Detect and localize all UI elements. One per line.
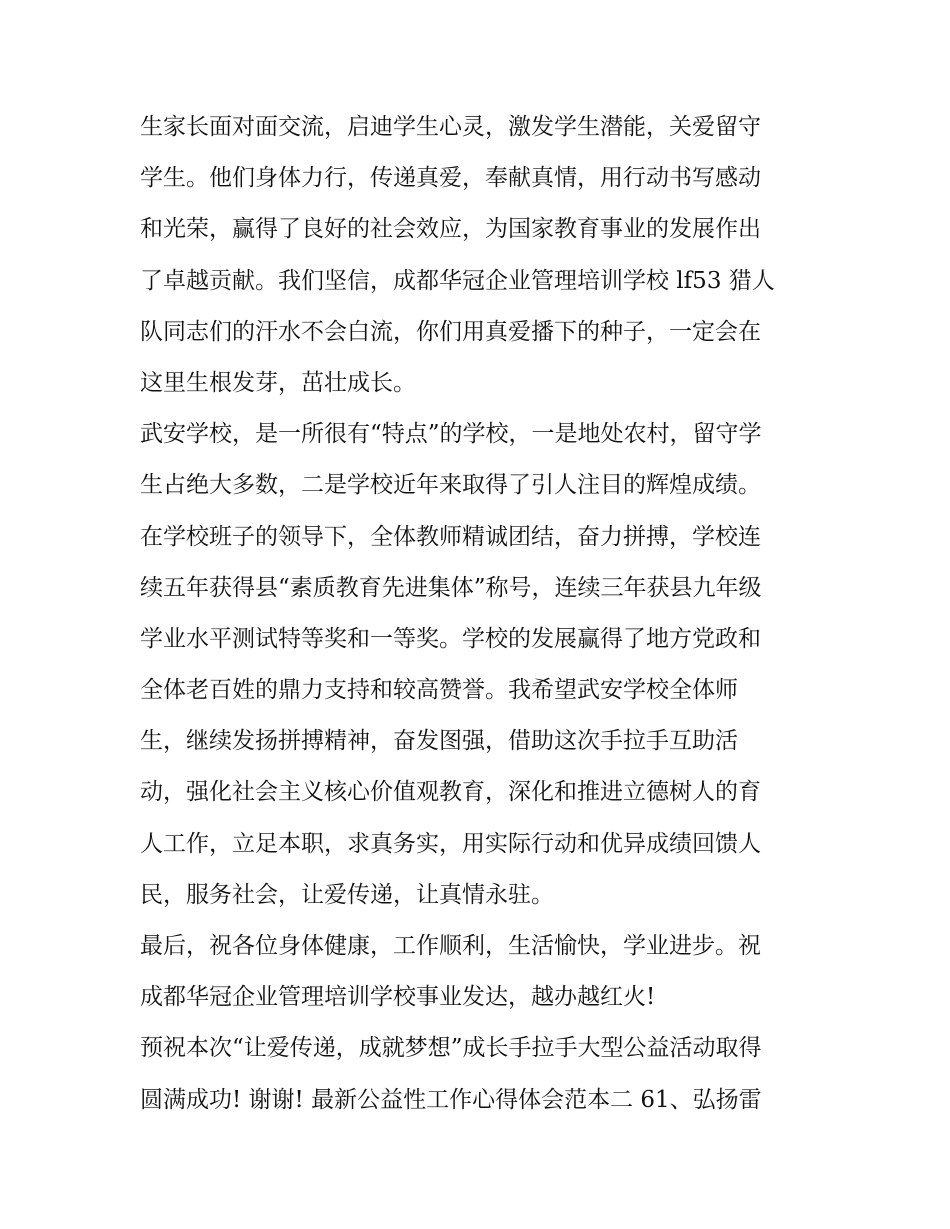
text-line: 这里生根发芽，茁壮成长。 (140, 369, 416, 396)
body-text (140, 102, 820, 1126)
text-line: 学生。他们身体力行，传递真爱，奉献真情，用行动书写感动 (140, 165, 761, 192)
text-line: 生，继续发扬拼搏精神，奋发图强，借助这次手拉手互助活 (140, 728, 738, 755)
text-line: 动，强化社会主义核心价值观教育，深化和推进立德树人的育 (140, 779, 761, 806)
text-line: 圆满成功! 谢谢! 最新公益性工作心得体会范本二 61、弘扬雷 (140, 1086, 762, 1113)
text-line: 全体老百姓的鼎力支持和较高赞誉。我希望武安学校全体师 (140, 677, 738, 704)
text-line: 预祝本次“让爱传递，成就梦想”成长手拉手大型公益活动取得 (140, 1035, 762, 1062)
text-line: 续五年获得县“素质教育先进集体”称号，连续三年获县九年级 (140, 574, 762, 601)
text-line: 生占绝大多数，二是学校近年来取得了引人注目的辉煌成绩。 (140, 472, 761, 499)
text-line: 人工作，立足本职，求真务实，用实际行动和优异成绩回馈人 (140, 830, 761, 857)
text-line: 生家长面对面交流，启迪学生心灵，激发学生潜能，关爱留守 (140, 114, 761, 140)
text-line: 武安学校，是一所很有“特点”的学校，一是地处农村，留守学 (140, 421, 762, 448)
text-line: 民，服务社会，让爱传递，让真情永驻。 (140, 881, 554, 908)
text-line: 了卓越贡献。我们坚信，成都华冠企业管理培训学校 lf53 猎人 (140, 267, 775, 294)
text-line: 成都华冠企业管理培训学校事业发达，越办越红火! (140, 984, 656, 1011)
text-line: 最后，祝各位身体健康，工作顺利，生活愉快，学业进步。祝 (140, 933, 761, 959)
text-line: 在学校班子的领导下，全体教师精诚团结，奋力拼搏，学校连 (140, 523, 761, 550)
text-line: 队同志们的汗水不会白流，你们用真爱播下的种子，一定会在 (140, 318, 761, 345)
text-line: 学业水平测试特等奖和一等奖。学校的发展赢得了地方党政和 (140, 625, 761, 652)
text-line: 和光荣，赢得了良好的社会效应，为国家教育事业的发展作出 (140, 216, 761, 243)
